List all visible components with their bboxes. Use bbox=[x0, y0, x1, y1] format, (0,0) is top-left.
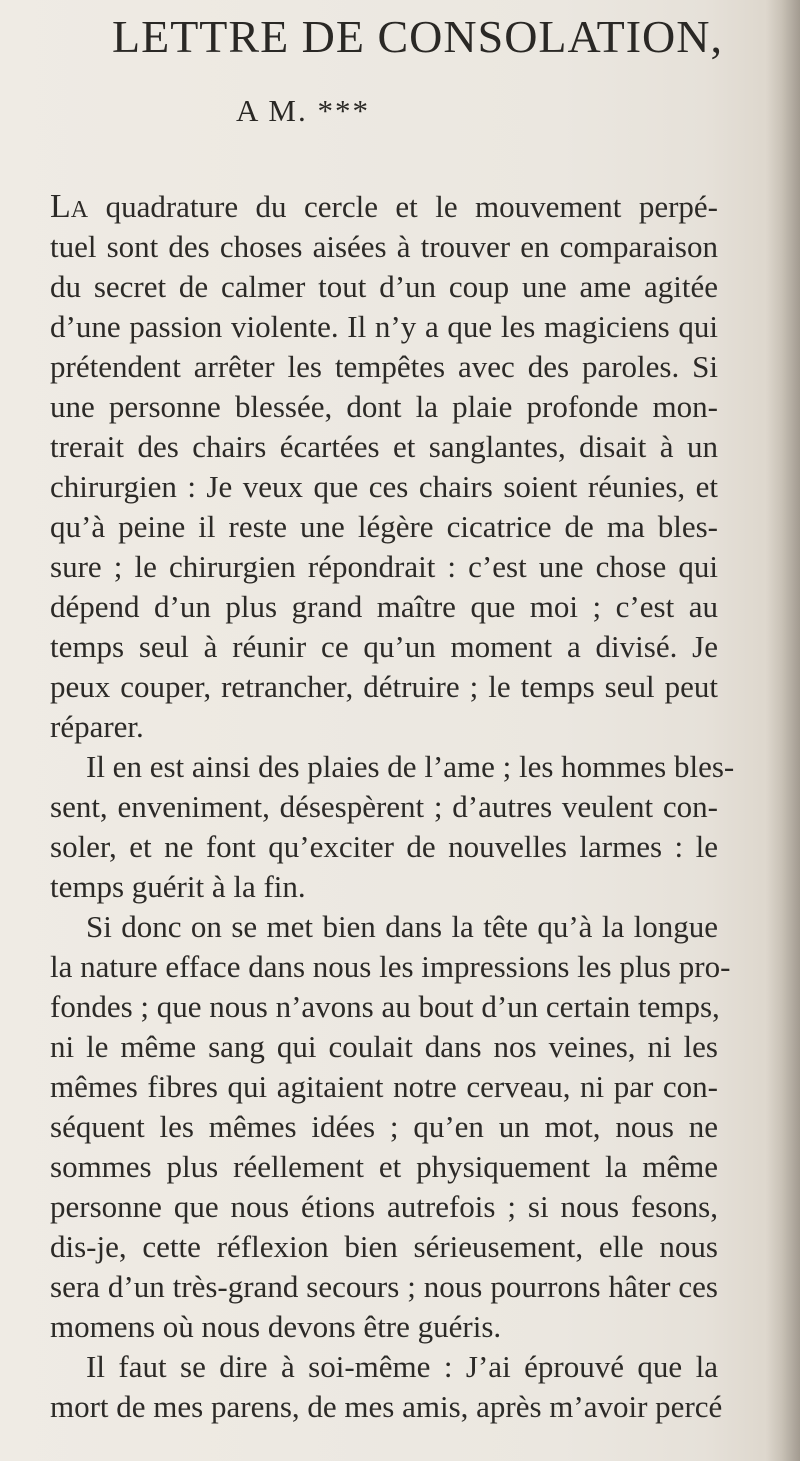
text-line: personne que nous étions autrefois ; si nous fesons, bbox=[50, 1189, 718, 1224]
text-line: la nature efface dans nous les impressions les plus pro- bbox=[50, 949, 731, 984]
text-line: sera d’un très-grand secours ; nous pourrons hâter ces bbox=[50, 1269, 718, 1304]
text-line: LA quadrature du cercle et le mouvement perpé- bbox=[50, 188, 718, 225]
small-caps: A bbox=[70, 197, 89, 223]
page-edge-shadow bbox=[766, 0, 800, 1461]
text-line: dis-je, cette réflexion bien sérieusement, elle nous bbox=[50, 1229, 718, 1264]
text-line: Il faut se dire à soi-même : J’ai éprouvé que la bbox=[86, 1349, 718, 1384]
text-line: soler, et ne font qu’exciter de nouvelles larmes : le bbox=[50, 829, 718, 864]
text-line: sure ; le chirurgien répondrait : c’est une chose qui bbox=[50, 549, 718, 584]
text-line: mort de mes parens, de mes amis, après m’avoir percé bbox=[50, 1389, 723, 1424]
text-line: momens où nous devons être guéris. bbox=[50, 1309, 502, 1344]
text-line: tuel sont des choses aisées à trouver en comparaison bbox=[50, 229, 718, 264]
text-line: réparer. bbox=[50, 709, 144, 744]
text-line: fondes ; que nous n’avons au bout d’un certain temps, bbox=[50, 989, 720, 1024]
drop-initial: L bbox=[50, 188, 71, 225]
text-line: ni le même sang qui coulait dans nos veines, ni les bbox=[50, 1029, 718, 1064]
text-line: mêmes fibres qui agitaient notre cerveau, ni par con- bbox=[50, 1069, 718, 1104]
text-line: dépend d’un plus grand maître que moi ; c’est au bbox=[50, 589, 718, 624]
text-line: chirurgien : Je veux que ces chairs soient réunies, et bbox=[50, 469, 718, 504]
text-line: temps guérit à la fin. bbox=[50, 869, 306, 904]
text-line: séquent les mêmes idées ; qu’en un mot, nous ne bbox=[50, 1109, 718, 1144]
salutation: A M. *** bbox=[236, 93, 370, 128]
text-line: du secret de calmer tout d’un coup une ame agitée bbox=[50, 269, 718, 304]
text-line: sommes plus réellement et physiquement la même bbox=[50, 1149, 718, 1184]
page-title: LETTRE DE CONSOLATION, bbox=[112, 11, 723, 62]
text-line: sent, enveniment, désespèrent ; d’autres veulent con- bbox=[50, 789, 718, 824]
text-line: qu’à peine il reste une légère cicatrice de ma bles- bbox=[50, 509, 718, 544]
text-line: une personne blessée, dont la plaie profonde mon- bbox=[50, 389, 718, 424]
text-line: Si donc on se met bien dans la tête qu’à la longue bbox=[86, 909, 718, 944]
text-line: Il en est ainsi des plaies de l’ame ; les hommes bles- bbox=[86, 749, 735, 784]
text-line: temps seul à réunir ce qu’un moment a divisé. Je bbox=[50, 629, 718, 664]
text-line: prétendent arrêter les tempêtes avec des paroles. Si bbox=[50, 349, 718, 384]
text-line: trerait des chairs écartées et sanglantes, disait à un bbox=[50, 429, 718, 464]
text-line: d’une passion violente. Il n’y a que les magiciens qui bbox=[50, 309, 718, 344]
text-line: peux couper, retrancher, détruire ; le temps seul peut bbox=[50, 669, 718, 704]
